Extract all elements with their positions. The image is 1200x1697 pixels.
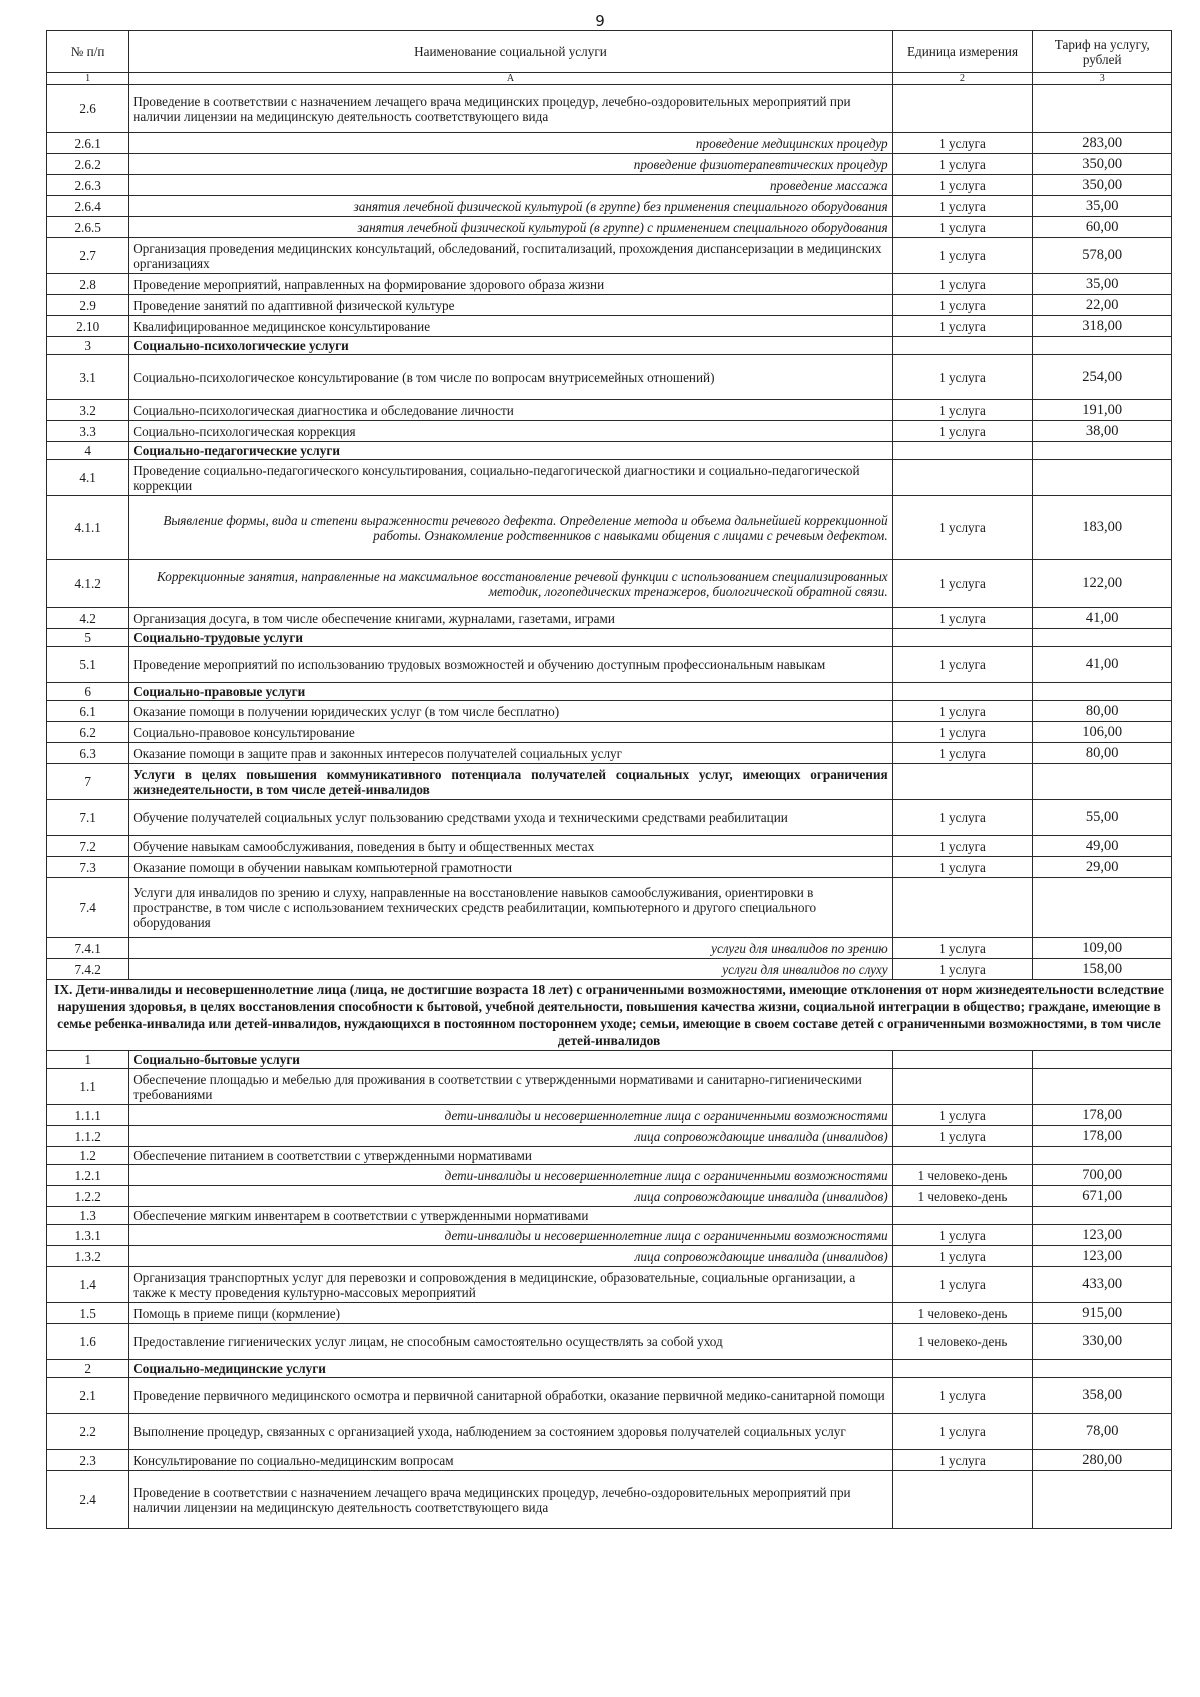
price-cell: 350,00 — [1033, 154, 1172, 175]
table-row — [47, 496, 1172, 560]
price-cell — [1033, 337, 1172, 355]
service-name: проведение физиотерапевтических процедур — [129, 154, 892, 175]
service-name: Социально-психологическая диагностика и обследование личности — [129, 400, 892, 421]
unit-cell — [892, 1147, 1033, 1165]
table-row — [47, 154, 1172, 175]
row-number: 3.1 — [47, 355, 129, 400]
table-row — [47, 1471, 1172, 1529]
header-name: Наименование социальной услуги — [129, 31, 892, 73]
price-cell: 915,00 — [1033, 1303, 1172, 1324]
row-number: 4.1.2 — [47, 560, 129, 608]
table-row — [47, 1360, 1172, 1378]
row-number: 1.6 — [47, 1324, 129, 1360]
row-number: 2.2 — [47, 1414, 129, 1450]
row-number: 6.2 — [47, 722, 129, 743]
price-cell: 106,00 — [1033, 722, 1172, 743]
row-number: 1.2.1 — [47, 1165, 129, 1186]
price-cell: 29,00 — [1033, 857, 1172, 878]
price-cell: 191,00 — [1033, 400, 1172, 421]
row-number: 1.1.2 — [47, 1126, 129, 1147]
unit-cell: 1 услуга — [892, 295, 1033, 316]
service-name: Обучение навыкам самообслуживания, поведения в быту и общественных местах — [129, 836, 892, 857]
table-row — [47, 295, 1172, 316]
service-name: Организация проведения медицинских консультаций, обследований, госпитализаций, прохождения диспансеризации в медицинских организациях — [129, 238, 892, 274]
row-number: 7 — [47, 764, 129, 800]
table-row — [47, 1207, 1172, 1225]
price-cell: 78,00 — [1033, 1414, 1172, 1450]
table-row — [47, 460, 1172, 496]
row-number: 2.6.1 — [47, 133, 129, 154]
row-number: 7.1 — [47, 800, 129, 836]
table-row — [47, 1267, 1172, 1303]
price-cell — [1033, 683, 1172, 701]
table-row — [47, 1378, 1172, 1414]
unit-cell: 1 услуга — [892, 836, 1033, 857]
unit-cell — [892, 1069, 1033, 1105]
table-row — [47, 1147, 1172, 1165]
service-name: Выполнение процедур, связанных с организацией ухода, наблюдением за состоянием здоровья получателей социальных услуг — [129, 1414, 892, 1450]
unit-cell: 1 услуга — [892, 1105, 1033, 1126]
price-cell — [1033, 85, 1172, 133]
row-number: 1.5 — [47, 1303, 129, 1324]
price-cell — [1033, 629, 1172, 647]
unit-cell: 1 услуга — [892, 800, 1033, 836]
table-row — [47, 938, 1172, 959]
service-name: Проведение занятий по адаптивной физической культуре — [129, 295, 892, 316]
row-number: 6.3 — [47, 743, 129, 764]
price-cell: 350,00 — [1033, 175, 1172, 196]
table-row — [47, 217, 1172, 238]
table-row — [47, 238, 1172, 274]
service-name: Консультирование по социально-медицинским вопросам — [129, 1450, 892, 1471]
table-row — [47, 1051, 1172, 1069]
service-name: занятия лечебной физической культурой (в группе) без применения специального оборудования — [129, 196, 892, 217]
unit-cell — [892, 442, 1033, 460]
unit-cell: 1 услуга — [892, 496, 1033, 560]
table-row — [47, 560, 1172, 608]
service-name: Социально-психологические услуги — [129, 337, 892, 355]
price-cell: 22,00 — [1033, 295, 1172, 316]
row-number: 5.1 — [47, 647, 129, 683]
unit-cell: 1 услуга — [892, 274, 1033, 295]
price-cell: 41,00 — [1033, 608, 1172, 629]
table-row — [47, 1450, 1172, 1471]
unit-cell: 1 человеко-день — [892, 1186, 1033, 1207]
unit-cell: 1 услуга — [892, 400, 1033, 421]
price-cell: 41,00 — [1033, 647, 1172, 683]
unit-cell: 1 человеко-день — [892, 1303, 1033, 1324]
service-name: проведение массажа — [129, 175, 892, 196]
table-row — [47, 1414, 1172, 1450]
service-name: Организация досуга, в том числе обеспечение книгами, журналами, газетами, играми — [129, 608, 892, 629]
unit-cell: 1 услуга — [892, 1225, 1033, 1246]
unit-cell: 1 услуга — [892, 238, 1033, 274]
price-cell: 280,00 — [1033, 1450, 1172, 1471]
page-number: 9 — [595, 12, 605, 30]
table-row — [47, 878, 1172, 938]
row-number: 6 — [47, 683, 129, 701]
service-name: проведение медицинских процедур — [129, 133, 892, 154]
unit-cell — [892, 85, 1033, 133]
header-num: № п/п — [47, 31, 129, 73]
price-cell: 158,00 — [1033, 959, 1172, 980]
header-unit: Единица измерения — [892, 31, 1033, 73]
service-name: Оказание помощи в защите прав и законных интересов получателей социальных услуг — [129, 743, 892, 764]
price-cell: 671,00 — [1033, 1186, 1172, 1207]
unit-cell: 1 услуга — [892, 1450, 1033, 1471]
unit-cell: 1 услуга — [892, 196, 1033, 217]
unit-cell: 1 услуга — [892, 1378, 1033, 1414]
table-row — [47, 800, 1172, 836]
service-name: Выявление формы, вида и степени выраженности речевого дефекта. Определение метода и объема дальнейшей коррекционной работы. Ознакомление родственников с навыками общения с лицами с речевым дефектом. — [129, 496, 892, 560]
table-row — [47, 400, 1172, 421]
unit-cell: 1 услуга — [892, 959, 1033, 980]
table-row — [47, 85, 1172, 133]
tariff-table — [46, 30, 1172, 1529]
table-row — [47, 701, 1172, 722]
service-name: дети-инвалиды и несовершеннолетние лица с ограниченными возможностями — [129, 1165, 892, 1186]
price-cell — [1033, 460, 1172, 496]
index-cell: 3 — [1033, 73, 1172, 85]
service-name: Проведение мероприятий по использованию трудовых возможностей и обучению доступным профессиональным навыкам — [129, 647, 892, 683]
row-number: 4.1.1 — [47, 496, 129, 560]
unit-cell — [892, 683, 1033, 701]
service-name: Услуги в целях повышения коммуникативного потенциала получателей социальных услуг, имеющих ограничения жизнедеятельности, в том числе детей-инвалидов — [129, 764, 892, 800]
table-row — [47, 743, 1172, 764]
row-number: 2.6.3 — [47, 175, 129, 196]
service-name: занятия лечебной физической культурой (в группе) с применением специального оборудования — [129, 217, 892, 238]
service-name: Оказание помощи в получении юридических услуг (в том числе бесплатно) — [129, 701, 892, 722]
unit-cell — [892, 337, 1033, 355]
unit-cell: 1 услуга — [892, 701, 1033, 722]
table-row — [47, 1246, 1172, 1267]
unit-cell: 1 услуга — [892, 743, 1033, 764]
table-row — [47, 133, 1172, 154]
unit-cell: 1 услуга — [892, 560, 1033, 608]
price-cell: 178,00 — [1033, 1105, 1172, 1126]
price-cell: 35,00 — [1033, 196, 1172, 217]
unit-cell: 1 человеко-день — [892, 1324, 1033, 1360]
table-row — [47, 629, 1172, 647]
service-name: дети-инвалиды и несовершеннолетние лица с ограниченными возможностями — [129, 1105, 892, 1126]
service-name: Социально-психологическое консультирование (в том числе по вопросам внутрисемейных отношений) — [129, 355, 892, 400]
service-name: дети-инвалиды и несовершеннолетние лица с ограниченными возможностями — [129, 1225, 892, 1246]
row-number: 1.2 — [47, 1147, 129, 1165]
row-number: 2.7 — [47, 238, 129, 274]
price-cell: 109,00 — [1033, 938, 1172, 959]
price-cell: 80,00 — [1033, 701, 1172, 722]
unit-cell — [892, 878, 1033, 938]
row-number: 5 — [47, 629, 129, 647]
index-cell: 2 — [892, 73, 1033, 85]
unit-cell: 1 услуга — [892, 1126, 1033, 1147]
row-number: 1.2.2 — [47, 1186, 129, 1207]
row-number: 1 — [47, 1051, 129, 1069]
row-number: 3 — [47, 337, 129, 355]
price-cell — [1033, 1051, 1172, 1069]
unit-cell: 1 услуга — [892, 722, 1033, 743]
row-number: 2.6.5 — [47, 217, 129, 238]
service-name: Коррекционные занятия, направленные на максимальное восстановление речевой функции с использованием специализированных методик, логопедических тренажеров, биологической обратной связи. — [129, 560, 892, 608]
service-name: Проведение в соответствии с назначением лечащего врача медицинских процедур, лечебно-оздоровительных мероприятий при наличии лицензии на медицинскую деятельность соответствующего вида — [129, 1471, 892, 1529]
row-number: 1.1.1 — [47, 1105, 129, 1126]
row-number: 7.2 — [47, 836, 129, 857]
row-number: 6.1 — [47, 701, 129, 722]
table-row — [47, 1105, 1172, 1126]
unit-cell — [892, 764, 1033, 800]
table-row — [47, 647, 1172, 683]
price-cell — [1033, 764, 1172, 800]
price-cell: 49,00 — [1033, 836, 1172, 857]
unit-cell — [892, 1360, 1033, 1378]
row-number: 2.6.4 — [47, 196, 129, 217]
price-cell: 318,00 — [1033, 316, 1172, 337]
unit-cell — [892, 460, 1033, 496]
service-name: Проведение в соответствии с назначением лечащего врача медицинских процедур, лечебно-оздоровительных мероприятий при наличии лицензии на медицинскую деятельность соответствующего вида — [129, 85, 892, 133]
table-row — [47, 1303, 1172, 1324]
row-number: 7.4.2 — [47, 959, 129, 980]
row-number: 2.6.2 — [47, 154, 129, 175]
table-row — [47, 1126, 1172, 1147]
service-name: услуги для инвалидов по слуху — [129, 959, 892, 980]
index-cell: А — [129, 73, 892, 85]
table-row — [47, 1186, 1172, 1207]
unit-cell: 1 услуга — [892, 316, 1033, 337]
table-row — [47, 316, 1172, 337]
service-name: Социально-психологическая коррекция — [129, 421, 892, 442]
service-name: Квалифицированное медицинское консультирование — [129, 316, 892, 337]
price-cell — [1033, 1360, 1172, 1378]
row-number: 4.1 — [47, 460, 129, 496]
table-row — [47, 683, 1172, 701]
table-row — [47, 1165, 1172, 1186]
price-cell: 183,00 — [1033, 496, 1172, 560]
service-name: Социально-медицинские услуги — [129, 1360, 892, 1378]
price-cell: 38,00 — [1033, 421, 1172, 442]
unit-cell: 1 услуга — [892, 133, 1033, 154]
row-number: 2.8 — [47, 274, 129, 295]
price-cell: 178,00 — [1033, 1126, 1172, 1147]
section-ix-title: IX. Дети-инвалиды и несовершеннолетние лица (лица, не достигшие возраста 18 лет) с ограниченными возможностями, имеющие отклонения от норм жизнедеятельности вследствие нарушения здоровья, в целях восстановления способности к бытовой, учебной деятельности, повышения качества жизни, социальной интеграции в общество; граждане, имеющие в семье ребенка-инвалида или детей-инвалидов, нуждающихся в постоянном постороннем уходе; семьи, имеющие в своем составе детей с ограниченными возможностями, в том числе детей-инвалидов — [47, 980, 1172, 1051]
table-row — [47, 764, 1172, 800]
row-number: 1.3 — [47, 1207, 129, 1225]
unit-cell: 1 услуга — [892, 1246, 1033, 1267]
unit-cell — [892, 629, 1033, 647]
service-name: Социально-педагогические услуги — [129, 442, 892, 460]
price-cell: 330,00 — [1033, 1324, 1172, 1360]
unit-cell: 1 услуга — [892, 154, 1033, 175]
service-name: лица сопровождающие инвалида (инвалидов) — [129, 1186, 892, 1207]
service-name: Обеспечение площадью и мебелью для проживания в соответствии с утвержденными нормативами и санитарно-гигиеническими требованиями — [129, 1069, 892, 1105]
service-name: Обучение получателей социальных услуг пользованию средствами ухода и техническими средствами реабилитации — [129, 800, 892, 836]
table-row — [47, 857, 1172, 878]
price-cell — [1033, 1147, 1172, 1165]
service-name: Социально-трудовые услуги — [129, 629, 892, 647]
service-name: Организация транспортных услуг для перевозки и сопровождения в медицинские, образовательные, социальные организации, а также к месту проведения культурно-массовых мероприятий — [129, 1267, 892, 1303]
header-price: Тариф на услугу, рублей — [1033, 31, 1172, 73]
price-cell: 123,00 — [1033, 1225, 1172, 1246]
row-number: 2 — [47, 1360, 129, 1378]
price-cell: 55,00 — [1033, 800, 1172, 836]
service-name: Проведение первичного медицинского осмотра и первичной санитарной обработки, оказание первичной медико-санитарной помощи — [129, 1378, 892, 1414]
row-number: 2.1 — [47, 1378, 129, 1414]
unit-cell: 1 услуга — [892, 1267, 1033, 1303]
row-number: 1.3.1 — [47, 1225, 129, 1246]
service-name: Проведение мероприятий, направленных на формирование здорового образа жизни — [129, 274, 892, 295]
service-name: Оказание помощи в обучении навыкам компьютерной грамотности — [129, 857, 892, 878]
row-number: 2.10 — [47, 316, 129, 337]
column-index-row — [47, 73, 1172, 85]
service-name: Помощь в приеме пищи (кормление) — [129, 1303, 892, 1324]
unit-cell: 1 услуга — [892, 175, 1033, 196]
row-number: 1.3.2 — [47, 1246, 129, 1267]
price-cell: 123,00 — [1033, 1246, 1172, 1267]
unit-cell: 1 услуга — [892, 857, 1033, 878]
table-row — [47, 1225, 1172, 1246]
service-name: лица сопровождающие инвалида (инвалидов) — [129, 1126, 892, 1147]
service-name: лица сопровождающие инвалида (инвалидов) — [129, 1246, 892, 1267]
price-cell — [1033, 1069, 1172, 1105]
unit-cell — [892, 1471, 1033, 1529]
unit-cell: 1 услуга — [892, 647, 1033, 683]
price-cell: 433,00 — [1033, 1267, 1172, 1303]
price-cell — [1033, 878, 1172, 938]
price-cell — [1033, 1207, 1172, 1225]
row-number: 7.4.1 — [47, 938, 129, 959]
price-cell: 35,00 — [1033, 274, 1172, 295]
table-row — [47, 608, 1172, 629]
service-name: Социально-бытовые услуги — [129, 1051, 892, 1069]
table-row — [47, 274, 1172, 295]
service-name: Обеспечение питанием в соответствии с утвержденными нормативами — [129, 1147, 892, 1165]
unit-cell: 1 услуга — [892, 217, 1033, 238]
service-name: Предоставление гигиенических услуг лицам, не способным самостоятельно осуществлять за собой уход — [129, 1324, 892, 1360]
price-cell: 358,00 — [1033, 1378, 1172, 1414]
table-row — [47, 959, 1172, 980]
price-cell: 700,00 — [1033, 1165, 1172, 1186]
section-ix-row — [47, 980, 1172, 1051]
table-row — [47, 355, 1172, 400]
table-row — [47, 1324, 1172, 1360]
unit-cell — [892, 1207, 1033, 1225]
unit-cell — [892, 1051, 1033, 1069]
price-cell: 254,00 — [1033, 355, 1172, 400]
unit-cell: 1 услуга — [892, 421, 1033, 442]
price-cell: 122,00 — [1033, 560, 1172, 608]
table-row — [47, 337, 1172, 355]
service-name: Обеспечение мягким инвентарем в соответствии с утвержденными нормативами — [129, 1207, 892, 1225]
service-name: услуги для инвалидов по зрению — [129, 938, 892, 959]
row-number: 3.2 — [47, 400, 129, 421]
service-name: Социально-правовое консультирование — [129, 722, 892, 743]
row-number: 4.2 — [47, 608, 129, 629]
price-cell: 60,00 — [1033, 217, 1172, 238]
row-number: 7.4 — [47, 878, 129, 938]
row-number: 1.1 — [47, 1069, 129, 1105]
service-name: Услуги для инвалидов по зрению и слуху, направленные на восстановление навыков самообслуживания, ориентировки в пространстве, в том числе с использованием технических средств реабилитации, компьютерного и другого специального оборудования — [129, 878, 892, 938]
unit-cell: 1 услуга — [892, 1414, 1033, 1450]
price-cell: 283,00 — [1033, 133, 1172, 154]
index-cell: 1 — [47, 73, 129, 85]
row-number: 4 — [47, 442, 129, 460]
unit-cell: 1 услуга — [892, 355, 1033, 400]
unit-cell: 1 услуга — [892, 608, 1033, 629]
row-number: 3.3 — [47, 421, 129, 442]
table-header-row — [47, 31, 1172, 73]
price-cell — [1033, 442, 1172, 460]
table-row — [47, 722, 1172, 743]
unit-cell: 1 человеко-день — [892, 1165, 1033, 1186]
row-number: 2.9 — [47, 295, 129, 316]
row-number: 2.6 — [47, 85, 129, 133]
unit-cell: 1 услуга — [892, 938, 1033, 959]
price-cell: 578,00 — [1033, 238, 1172, 274]
row-number: 7.3 — [47, 857, 129, 878]
row-number: 2.4 — [47, 1471, 129, 1529]
price-cell — [1033, 1471, 1172, 1529]
row-number: 1.4 — [47, 1267, 129, 1303]
price-cell: 80,00 — [1033, 743, 1172, 764]
table-row — [47, 175, 1172, 196]
service-name: Проведение социально-педагогического консультирования, социально-педагогической диагностики и социально-педагогической коррекции — [129, 460, 892, 496]
row-number: 2.3 — [47, 1450, 129, 1471]
table-row — [47, 442, 1172, 460]
table-row — [47, 421, 1172, 442]
table-row — [47, 196, 1172, 217]
service-name: Социально-правовые услуги — [129, 683, 892, 701]
table-row — [47, 836, 1172, 857]
table-row — [47, 1069, 1172, 1105]
